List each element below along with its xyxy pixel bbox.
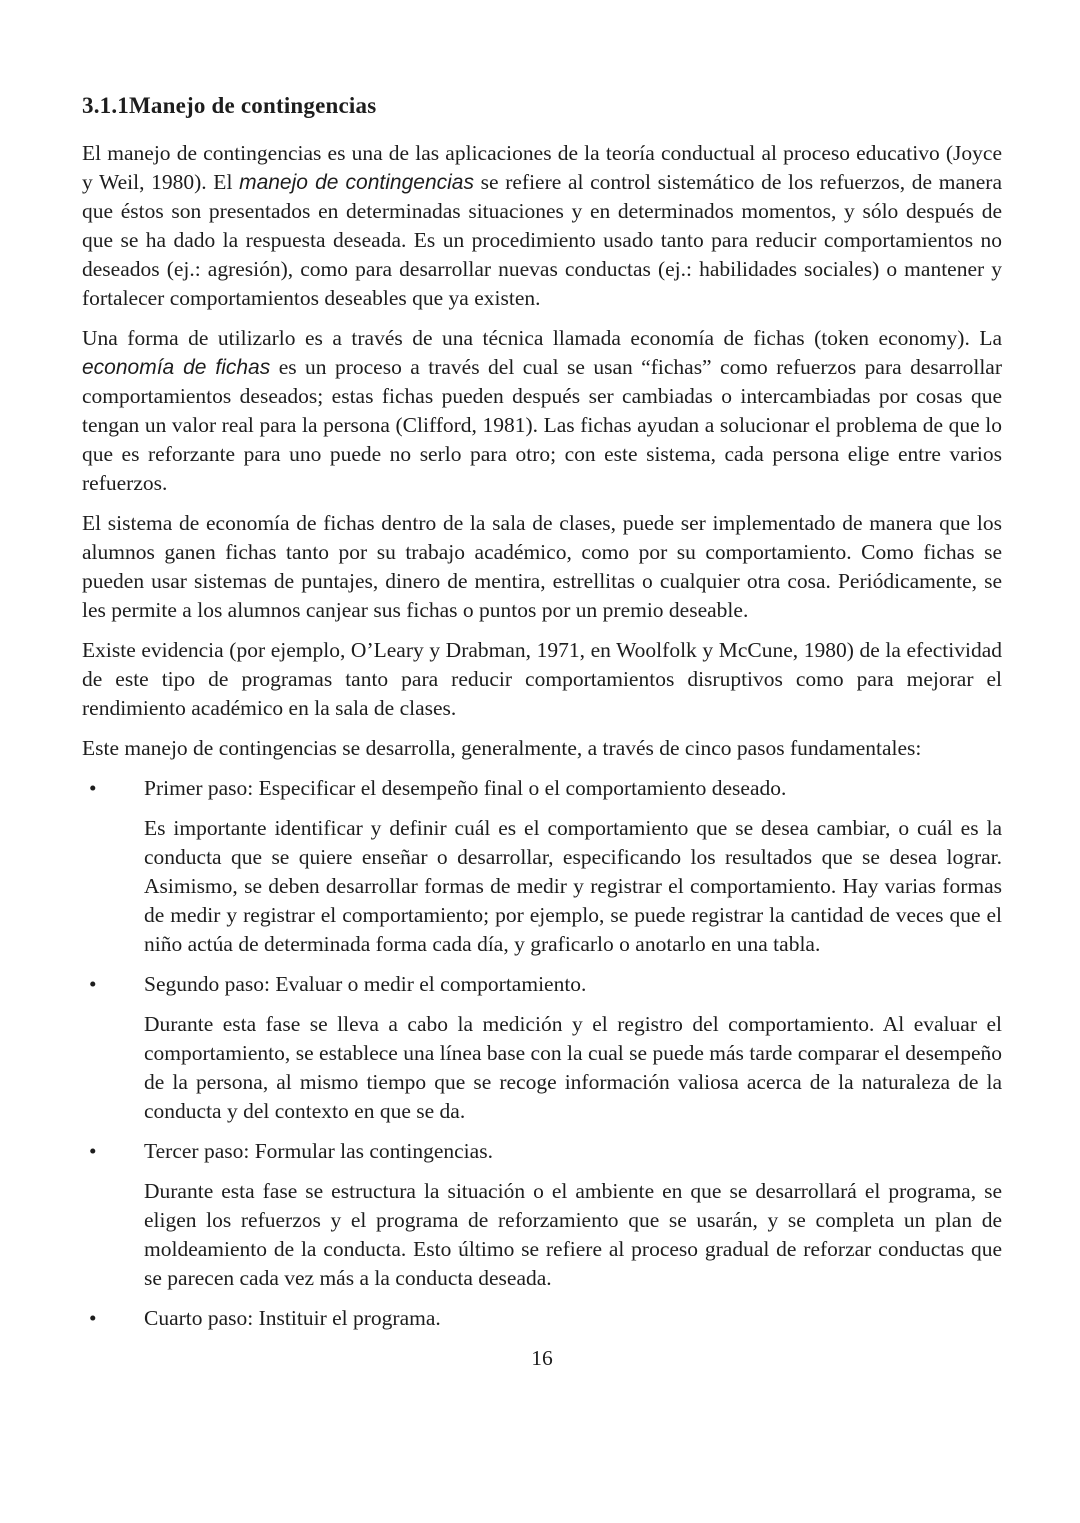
text-run: Existe evidencia (por ejemplo, O’Leary y Drabman, 1971, en Woolfolk y McCune, 1980) de la efectividad de este tipo de programas tanto para reducir comportamientos disruptivos como para mejorar el rendimiento académico en la sala de clases.: [82, 638, 1002, 720]
text-run: Durante esta fase se estructura la situación o el ambiente en que se desarrollará el programa, se eligen los refuerzos y el programa de reforzamiento que se usarán, y se completa un plan de moldeamiento de la conducta. Esto último se refiere al proceso gradual de reforzar conductas que se parecen cada vez más a la conducta deseada.: [144, 1179, 1002, 1290]
bullet-marker-icon: •: [89, 1139, 97, 1163]
text-run: Es importante identificar y definir cuál es el comportamiento que se desea cambiar, o cuál es la conducta que se quiere enseñar o desarrollar, especificando los resultados que se desea lograr. Asimismo, se deben desarrollar formas de medir y registrar el comportamiento. Hay varias formas de medir y registrar el comportamiento; por ejemplo, se puede registrar la cantidad de veces que el niño actúa de determinada forma cada día, y graficarlo o anotarlo en una tabla.: [144, 816, 1002, 956]
emphasized-text: economía de fichas: [82, 356, 271, 379]
list-item: [82, 970, 1002, 999]
page-number: 16: [531, 1346, 553, 1370]
section-heading: 3.1.1Manejo de contingencias: [82, 93, 377, 118]
list-item-detail: [144, 1177, 1002, 1293]
list-item: [82, 774, 1002, 803]
document-body: [82, 139, 1002, 1333]
list-item: [82, 1137, 1002, 1166]
text-run: es un proceso a través del cual se usan “fichas” como refuerzos para desarrollar comportamientos deseados; estas fichas pueden después ser cambiadas o intercambiadas por cosas que tengan un valor real para la persona (Clifford, 1981). Las fichas ayudan a solucionar el problema de que lo que es reforzante para uno puede no serlo para otro; con este sistema, cada persona elige entre varios refuerzos.: [82, 355, 1003, 495]
text-run: El sistema de economía de fichas dentro de la sala de clases, puede ser implementado de manera que los alumnos ganen fichas tanto por su trabajo académico, como por su comportamiento. Como fichas se pueden usar sistemas de puntajes, dinero de mentira, estrellitas o cualquier otra cosa. Periódicamente, se les permite a los alumnos canjear sus fichas o puntos por un premio deseable.: [82, 511, 1002, 622]
list-item-text: [144, 970, 1002, 999]
text-run: Primer paso: Especificar el desempeño final o el comportamiento deseado.: [144, 776, 787, 800]
text-run: Tercer paso: Formular las contingencias.: [144, 1139, 493, 1163]
list-item-detail: [144, 814, 1002, 959]
paragraph: [82, 139, 1002, 313]
list-item-text: [144, 1137, 1002, 1166]
text-run: se refiere al control sistemático de los refuerzos, de manera que éstos son presentados en determinadas situaciones y en determinados momentos, y sólo después de que se ha dado la respuesta deseada. Es un procedimiento usado tanto para reducir comportamientos no deseados (ej.: agresión), como para desarrollar nuevas conductas (ej.: habilidades sociales) o mantener y fortalecer comportamientos deseables que ya existen.: [82, 170, 1002, 310]
text-run: Segundo paso: Evaluar o medir el comportamiento.: [144, 972, 587, 996]
list-item: [82, 1304, 1002, 1333]
bullet-marker-icon: •: [89, 776, 97, 800]
text-run: Cuarto paso: Instituir el programa.: [144, 1306, 441, 1330]
text-run: Este manejo de contingencias se desarrolla, generalmente, a través de cinco pasos fundamentales:: [82, 736, 922, 760]
list-item-detail: [144, 1010, 1002, 1126]
list-item-text: [144, 774, 1002, 803]
list-item-text: [144, 1304, 1002, 1333]
paragraph: [82, 324, 1002, 498]
bullet-marker-icon: •: [89, 972, 97, 996]
bullet-marker-icon: •: [89, 1306, 97, 1330]
text-run: El manejo de contingencias es una de las aplicaciones de la teoría conductual al proceso educativo (Joyce y Weil, 1980). El: [82, 141, 1002, 194]
paragraph: [82, 734, 1002, 763]
text-run: Durante esta fase se lleva a cabo la medición y el registro del comportamiento. Al evaluar el comportamiento, se establece una línea base con la cual se puede más tarde comparar el desempeño de la persona, al mismo tiempo que se recoge información valiosa acerca de la naturaleza de la conducta y del contexto en que se da.: [144, 1012, 1002, 1123]
text-run: Una forma de utilizarlo es a través de una técnica llamada economía de fichas (token economy). La: [82, 326, 1002, 350]
paragraph: [82, 509, 1002, 625]
emphasized-text: manejo de contingencias: [239, 171, 474, 194]
paragraph: [82, 636, 1002, 723]
